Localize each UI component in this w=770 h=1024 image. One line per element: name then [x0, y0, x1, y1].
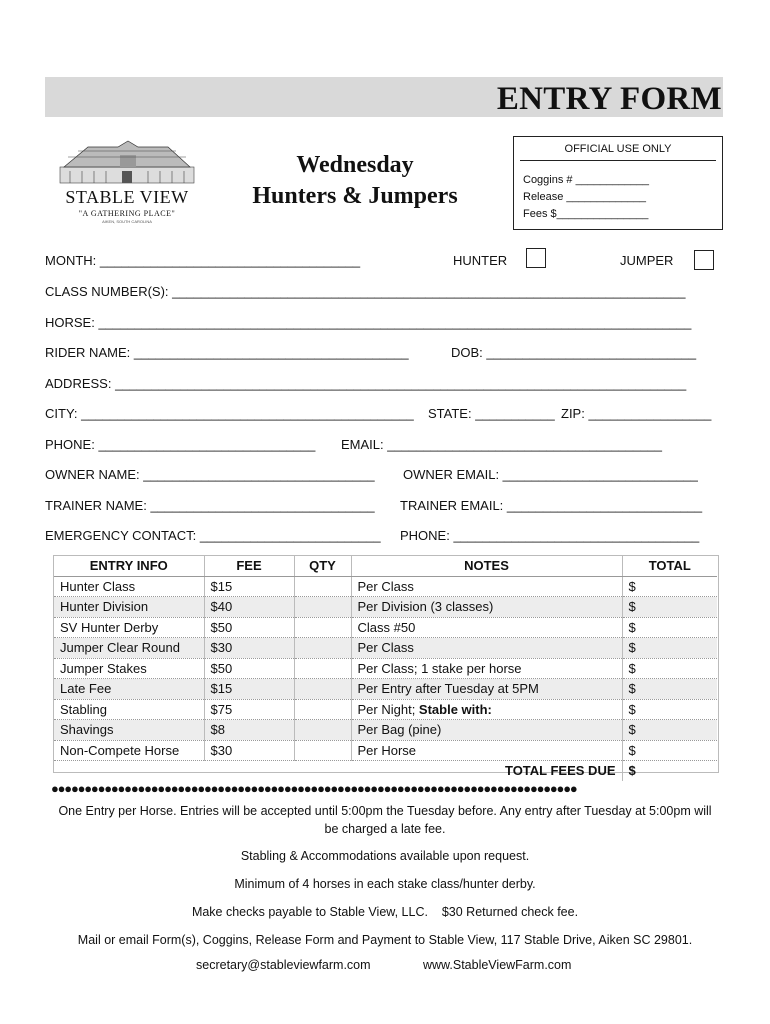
- entry-cell: SV Hunter Derby: [54, 617, 204, 638]
- table-row: [54, 699, 717, 720]
- col-qty: QTY: [294, 556, 351, 576]
- stable-view-logo: [58, 137, 196, 227]
- table-row: [54, 720, 717, 741]
- notes-cell: Class #50: [351, 617, 622, 638]
- qty-cell[interactable]: [294, 617, 351, 638]
- fee-table: [54, 556, 717, 781]
- qty-cell[interactable]: [294, 679, 351, 700]
- fee-cell: $40: [204, 597, 294, 618]
- entry-cell: Stabling: [54, 699, 204, 720]
- col-total: TOTAL: [622, 556, 717, 576]
- official-use-title: OFFICIAL USE ONLY: [564, 143, 672, 155]
- horse-field[interactable]: HORSE: __________________________________________________________________________________: [45, 315, 692, 330]
- qty-cell[interactable]: [294, 699, 351, 720]
- table-row: [54, 740, 717, 761]
- entry-cell: Non-Compete Horse: [54, 740, 204, 761]
- entry-policy-line-1: One Entry per Horse. Entries will be accepted until 5:00pm the Tuesday before. Any entry after Tuesday at 5:00pm will: [58, 804, 712, 818]
- total-cell[interactable]: $: [622, 679, 717, 700]
- table-header-row: [54, 556, 717, 576]
- total-fees-value[interactable]: $: [622, 761, 717, 781]
- qty-cell[interactable]: [294, 576, 351, 597]
- table-row: [54, 679, 717, 700]
- emergency-contact-field[interactable]: EMERGENCY CONTACT: _________________________: [45, 528, 381, 543]
- entry-cell: Jumper Stakes: [54, 658, 204, 679]
- secretary-email-link[interactable]: secretary@stableviewfarm.com: [196, 958, 371, 972]
- class-numbers-field[interactable]: CLASS NUMBER(S): _______________________________________________________________________: [45, 284, 686, 299]
- form-title: ENTRY FORM: [496, 81, 722, 117]
- col-fee: FEE: [204, 556, 294, 576]
- fee-cell: $50: [204, 617, 294, 638]
- coggins-field[interactable]: Coggins # ____________: [523, 174, 650, 186]
- month-field[interactable]: MONTH: ____________________________________: [45, 253, 361, 268]
- address-field[interactable]: ADDRESS: _______________________________________________________________________________: [45, 376, 687, 391]
- dob-field[interactable]: DOB: _____________________________: [451, 345, 697, 360]
- zip-field[interactable]: ZIP: _________________: [561, 406, 712, 421]
- total-cell[interactable]: $: [622, 617, 717, 638]
- qty-cell[interactable]: [294, 720, 351, 741]
- entry-cell: Shavings: [54, 720, 204, 741]
- table-row: [54, 617, 717, 638]
- phone-field[interactable]: PHONE: ______________________________: [45, 437, 316, 452]
- entry-policy-line-2: be charged a late fee.: [324, 822, 446, 836]
- table-row: [54, 597, 717, 618]
- entry-cell: Hunter Class: [54, 576, 204, 597]
- notes-text: Per Night;: [357, 701, 419, 717]
- fee-cell: $15: [204, 576, 294, 597]
- total-fees-label: TOTAL FEES DUE: [504, 763, 616, 778]
- fee-cell: $30: [204, 638, 294, 659]
- logo-name: STABLE VIEW: [65, 187, 189, 207]
- notes-cell: Per Horse: [351, 740, 622, 761]
- event-title: [235, 150, 475, 212]
- total-cell[interactable]: $: [622, 576, 717, 597]
- notes-cell: Per Bag (pine): [351, 720, 622, 741]
- total-cell[interactable]: $: [622, 740, 717, 761]
- notes-cell: [351, 699, 622, 720]
- event-day: Wednesday: [296, 152, 414, 178]
- official-use-box: [513, 136, 723, 230]
- entry-cell: Hunter Division: [54, 597, 204, 618]
- logo-subline: AIKEN, SOUTH CAROLINA: [102, 219, 152, 224]
- notes-cell: Per Division (3 classes): [351, 597, 622, 618]
- release-field[interactable]: Release _____________: [523, 191, 646, 203]
- minimum-note: Minimum of 4 horses in each stake class/hunter derby.: [234, 877, 536, 891]
- trainer-email-field[interactable]: TRAINER EMAIL: ___________________________: [400, 498, 703, 513]
- email-field[interactable]: EMAIL: ______________________________________: [341, 437, 662, 452]
- fee-cell: $30: [204, 740, 294, 761]
- fee-cell: $75: [204, 699, 294, 720]
- fee-cell: $50: [204, 658, 294, 679]
- entry-cell: Late Fee: [54, 679, 204, 700]
- table-row: [54, 576, 717, 597]
- state-field[interactable]: STATE: ___________: [428, 406, 555, 421]
- logo-tagline: "A GATHERING PLACE": [78, 209, 176, 218]
- notes-cell: Per Class: [351, 638, 622, 659]
- total-cell[interactable]: $: [622, 597, 717, 618]
- notes-cell: Per Class; 1 stake per horse: [351, 658, 622, 679]
- fees-field[interactable]: Fees $_______________: [523, 208, 649, 220]
- jumper-label: JUMPER: [620, 253, 674, 268]
- owner-email-field[interactable]: OWNER EMAIL: ___________________________: [403, 467, 698, 482]
- qty-cell[interactable]: [294, 638, 351, 659]
- divider: [520, 160, 716, 161]
- stabling-note: Stabling & Accommodations available upon request.: [240, 849, 530, 863]
- table-row: [54, 638, 717, 659]
- total-cell[interactable]: $: [622, 720, 717, 741]
- notes-bold-text: Stable with:: [418, 701, 492, 717]
- hunter-label: HUNTER: [453, 253, 508, 268]
- col-entry-info: ENTRY INFO: [54, 556, 204, 576]
- total-cell[interactable]: $: [622, 658, 717, 679]
- barn-illustration-icon: [58, 137, 196, 187]
- website-link[interactable]: www.StableViewFarm.com: [423, 958, 572, 972]
- hunter-checkbox[interactable]: [526, 248, 546, 268]
- mail-note: Mail or email Form(s), Coggins, Release Form and Payment to Stable View, 117 Stable Drive, Aiken SC 29801.: [77, 933, 693, 947]
- event-type: Hunters & Jumpers: [252, 183, 458, 209]
- qty-cell[interactable]: [294, 740, 351, 761]
- emergency-phone-field[interactable]: PHONE: __________________________________: [400, 528, 700, 543]
- jumper-checkbox[interactable]: [694, 250, 714, 270]
- checks-note: Make checks payable to Stable View, LLC. $30 Returned check fee.: [191, 905, 579, 919]
- entry-cell: Jumper Clear Round: [54, 638, 204, 659]
- notes-cell: Per Class: [351, 576, 622, 597]
- trainer-name-field[interactable]: TRAINER NAME: _______________________________: [45, 498, 375, 513]
- table-row: [54, 658, 717, 679]
- rider-name-field[interactable]: RIDER NAME: ______________________________________: [45, 345, 409, 360]
- owner-name-field[interactable]: OWNER NAME: ________________________________: [45, 467, 375, 482]
- fee-cell: $8: [204, 720, 294, 741]
- total-cell[interactable]: $: [622, 638, 717, 659]
- qty-cell[interactable]: [294, 597, 351, 618]
- notes-cell: Per Entry after Tuesday at 5PM: [351, 679, 622, 700]
- city-field[interactable]: CITY: ______________________________________________: [45, 406, 414, 421]
- qty-cell[interactable]: [294, 658, 351, 679]
- dotted-divider: ●●●●●●●●●●●●●●●●●●●●●●●●●●●●●●●●●●●●●●●●●●●●●●●●●●●●●●●●●●●●●●●●●●●●●●●●●●●●●●●: [51, 781, 577, 796]
- total-cell[interactable]: $: [622, 699, 717, 720]
- fee-cell: $15: [204, 679, 294, 700]
- col-notes: NOTES: [351, 556, 622, 576]
- total-row: [54, 761, 717, 781]
